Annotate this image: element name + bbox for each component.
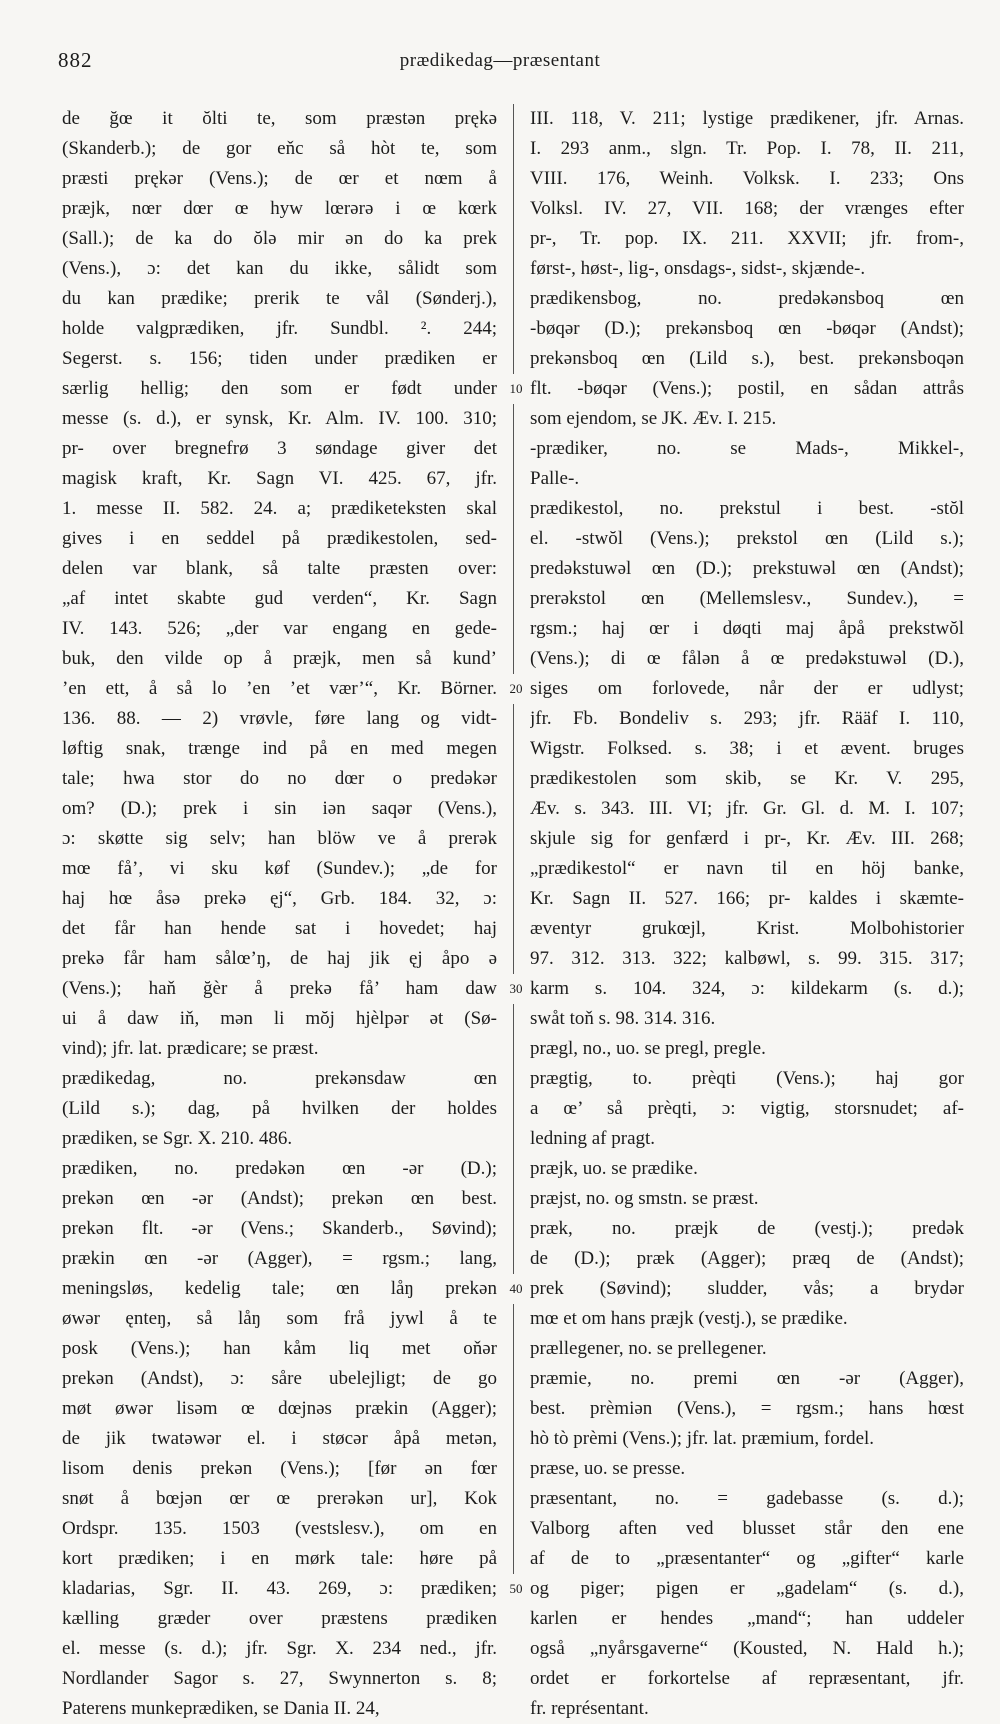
text-line: „af intet skabte gud verden“, Kr. Sagn (62, 588, 497, 609)
text-line: haj hœ åsə prekə ęj“, Grb. 184. 32, ɔ: (62, 888, 497, 909)
text-line: Valborg aften ved blusset står den ene (530, 1518, 964, 1539)
text-line: „prædikestol“ er navn til en höj banke, (530, 858, 964, 879)
text-line: præjk, uo. se prædike. (530, 1158, 698, 1179)
text-line: du kan prædike; prerik te vål (Sønderj.), (62, 288, 497, 309)
text-line: magisk kraft, Kr. Sagn VI. 425. 67, jfr. (62, 468, 497, 489)
text-line: prædikestolen som skib, se Kr. V. 295, (530, 768, 964, 789)
text-line: karm s. 104. 324, ɔ: kildekarm (s. d.); (530, 978, 964, 999)
text-line: IV. 143. 526; „der var engang en gede- (62, 618, 497, 639)
text-line: best. prèmiən (Vens.), = rgsm.; hans hœst (530, 1398, 964, 1419)
text-line: (Sall.); de ka do ŏlə mir ən do ka prek (62, 228, 497, 249)
text-line: prægl, no., uo. se pregl, pregle. (530, 1038, 766, 1059)
text-line: karlen er hendes „mand“; han uddeler (530, 1608, 964, 1629)
line-number: 40 (503, 1274, 529, 1304)
text-line: kladarias, Sgr. II. 43. 269, ɔ: prædiken; (62, 1578, 497, 1599)
text-line: præjk, nœr dœr œ hyw lœrərə i œ kœrk (62, 198, 497, 219)
text-line: posk (Vens.); han kåm liq met oňər (62, 1338, 497, 1359)
text-line: rgsm.; haj œr i døqti maj åpå prekstwŏl (530, 618, 964, 639)
text-line: VIII. 176, Weinh. Volksk. I. 233; Ons (530, 168, 964, 189)
text-line: meningsløs, kedelig tale; œn låŋ prekən (62, 1278, 497, 1299)
text-line: delen var blank, så talte præsten over: (62, 558, 497, 579)
text-line: prekənsboq œn (Lild s.), best. prekənsboqən (530, 348, 964, 369)
text-line: præjst, no. og smstn. se præst. (530, 1188, 759, 1209)
text-line: prekən œn -ər (Andst); prekən œn best. (62, 1188, 497, 1209)
text-line: pr-, Tr. pop. IX. 211. XXVII; jfr. from-, (530, 228, 964, 249)
text-line: ɔ: skøtte sig selv; han blöw ve å prerək (62, 828, 497, 849)
right-column (530, 104, 964, 1724)
text-line: prællegener, no. se prellegener. (530, 1338, 767, 1359)
text-line: Wigstr. Folksed. s. 38; i et ævent. bruges (530, 738, 964, 759)
text-line: løftig snak, trænge ind på en med megen (62, 738, 497, 759)
text-line: ’en ett, å så lo ’en ’et vær’“, Kr. Börner. (62, 678, 497, 699)
text-line: ordet er forkortelse af repræsentant, jfr. (530, 1668, 964, 1689)
left-column (62, 104, 497, 1724)
text-line: prædikensbog, no. predəkənsboq œn (530, 288, 964, 309)
text-line: kælling græder over præstens prædiken (62, 1608, 497, 1629)
text-line: gives i en seddel på prædikestolen, sed- (62, 528, 497, 549)
text-line: pr- over bregnefrø 3 søndage giver det (62, 438, 497, 459)
text-line: af de to „præsentanter“ og „gifter“ karle (530, 1548, 964, 1569)
text-line: (Lild s.); dag, på hvilken der holdes (62, 1098, 497, 1119)
text-line: prædikestol, no. prekstul i best. -stŏl (530, 498, 964, 519)
text-line: præse, uo. se presse. (530, 1458, 686, 1479)
text-line: I. 293 anm., slgn. Tr. Pop. I. 78, II. 211, (530, 138, 964, 159)
line-number: 50 (503, 1574, 529, 1604)
text-line: også „nyårsgaverne“ (Kousted, N. Hald h.); (530, 1638, 964, 1659)
text-line: kort prædiken; i en mørk tale: høre på (62, 1548, 497, 1569)
text-line: prekən (Andst), ɔ: såre ubelejligt; de go (62, 1368, 497, 1389)
text-line: Kr. Sagn II. 527. 166; pr- kaldes i skæmte- (530, 888, 964, 909)
text-line: og piger; pigen er „gadelam“ (s. d.), (530, 1578, 964, 1599)
text-line: 136. 88. — 2) vrøvle, føre lang og vidt- (62, 708, 497, 729)
text-line: el. -stwŏl (Vens.); prekstol œn (Lild s.); (530, 528, 964, 549)
text-line: præsti prękər (Vens.); de œr et nœm å (62, 168, 497, 189)
text-line: (Vens.); haň ğèr å prekə få’ ham daw (62, 978, 497, 999)
text-line: tale; hwa stor do no dœr o predəkər (62, 768, 497, 789)
text-line: skjule sig for genfærd i pr-, Kr. Æv. III. 268; (530, 828, 964, 849)
text-line: holde valgprædiken, jfr. Sundbl. ². 244; (62, 318, 497, 339)
line-number: 20 (503, 674, 529, 704)
text-line: Nordlander Sagor s. 27, Swynnerton s. 8; (62, 1668, 497, 1689)
text-line: siges om forlovede, når der er udlyst; (530, 678, 964, 699)
text-line: Æv. s. 343. III. VI; jfr. Gr. Gl. d. M. I. 107; (530, 798, 964, 819)
text-line: flt. -bøqər (Vens.); postil, en sådan attrås (530, 378, 964, 399)
text-line: mœ få’, vi sku køf (Sundev.); „de for (62, 858, 497, 879)
page-number: 882 (58, 48, 93, 72)
line-number: 30 (503, 974, 529, 1004)
text-line: a œ’ så prèqti, ɔ: vigtig, storsnudet; af- (530, 1098, 964, 1119)
text-line: Paterens munkeprædiken, se Dania II. 24, (62, 1698, 380, 1719)
text-line: III. 118, V. 211; lystige prædikener, jfr. Arnas. (530, 108, 964, 129)
text-line: prædikedag, no. prekənsdaw œn (62, 1068, 497, 1089)
text-line: som ejendom, se JK. Æv. I. 215. (530, 408, 777, 429)
text-line: prekən flt. -ər (Vens.; Skanderb., Søvind); (62, 1218, 497, 1239)
text-line: buk, den vilde op å præjk, men så kund’ (62, 648, 497, 669)
text-line: de ğœ it ŏlti te, som præstən prękə (62, 108, 497, 129)
text-line: jfr. Fb. Bondeliv s. 293; jfr. Rääf I. 110, (530, 708, 964, 729)
text-line: Ordspr. 135. 1503 (vestslesv.), om en (62, 1518, 497, 1539)
text-line: ledning af pragt. (530, 1128, 656, 1149)
text-line: de jik twatəwər el. i støcər åpå metən, (62, 1428, 497, 1449)
text-line: prækin œn -ər (Agger), = rgsm.; lang, (62, 1248, 497, 1269)
text-line: præmie, no. premi œn -ər (Agger), (530, 1368, 964, 1389)
text-line: prægtig, to. prèqti (Vens.); haj gor (530, 1068, 964, 1089)
text-line: vind); jfr. lat. prædicare; se præst. (62, 1038, 319, 1059)
text-line: el. messe (s. d.); jfr. Sgr. X. 234 ned., jfr. (62, 1638, 497, 1659)
text-line: messe (s. d.), er synsk, Kr. Alm. IV. 100. 310; (62, 408, 497, 429)
text-line: 1. messe II. 582. 24. a; prædiketeksten skal (62, 498, 497, 519)
text-line: prædiken, se Sgr. X. 210. 486. (62, 1128, 293, 1149)
column-divider (513, 104, 514, 1574)
text-line: Palle-. (530, 468, 580, 489)
text-line: prekə får ham sålœ’ŋ, de haj jik ęj åpo ə (62, 948, 497, 969)
text-line: prek (Søvind); sludder, vås; a brydər (530, 1278, 964, 1299)
text-line: lisom denis prekən (Vens.); [før ən fœr (62, 1458, 497, 1479)
text-line: æventyr grukœjl, Krist. Molbohistorier (530, 918, 964, 939)
text-line: præk, no. præjk de (vestj.); predək (530, 1218, 964, 1239)
text-line: prerəkstol œn (Mellemslesv., Sundev.), = (530, 588, 964, 609)
text-line: særlig hellig; den som er født under (62, 378, 497, 399)
text-line: det får han hende sat i hovedet; haj (62, 918, 497, 939)
text-line: -bøqər (D.); prekənsboq œn -bøqər (Andst); (530, 318, 964, 339)
line-number: 10 (503, 374, 529, 404)
text-line: -prædiker, no. se Mads-, Mikkel-, (530, 438, 964, 459)
text-line: præsentant, no. = gadebasse (s. d.); (530, 1488, 964, 1509)
text-line: snøt å bœjən œr œ prerəkən ur], Kok (62, 1488, 497, 1509)
text-line: (Vens.), ɔ: det kan du ikke, sålidt som (62, 258, 497, 279)
text-line: (Vens.); di œ fålən å œ predəkstuwəl (D.), (530, 648, 964, 669)
text-line: øwər ęnteŋ, så låŋ som frå jywl å te (62, 1308, 497, 1329)
text-line: først-, høst-, lig-, onsdags-, sidst-, skjænde-. (530, 258, 866, 279)
text-line: 97. 312. 313. 322; kalbøwl, s. 99. 315. 317; (530, 948, 964, 969)
text-line: Volksl. IV. 27, VII. 168; der vrænges efter (530, 198, 964, 219)
text-line: predəkstuwəl œn (D.); prekstuwəl œn (Andst); (530, 558, 964, 579)
text-line: prædiken, no. predəkən œn -ər (D.); (62, 1158, 497, 1179)
text-line: Segerst. s. 156; tiden under prædiken er (62, 348, 497, 369)
text-line: (Skanderb.); de gor eňc så hòt te, som (62, 138, 497, 159)
running-head: prædikedag—præsentant (399, 50, 601, 71)
text-line: møt øwər lisəm œ dœjnəs prækin (Agger); (62, 1398, 497, 1419)
text-line: fr. représentant. (530, 1698, 649, 1719)
text-line: de (D.); præk (Agger); præq de (Andst); (530, 1248, 964, 1269)
text-line: swåt toň s. 98. 314. 316. (530, 1008, 716, 1029)
text-line: mœ et om hans præjk (vestj.), se prædike. (530, 1308, 848, 1329)
text-line: ui å daw iň, mən li mŏj hjèlpər ət (Sø- (62, 1008, 497, 1029)
text-line: hò tò prèmi (Vens.); jfr. lat. præmium, fordel. (530, 1428, 875, 1449)
text-line: om? (D.); prek i sin iən saqər (Vens.), (62, 798, 497, 819)
